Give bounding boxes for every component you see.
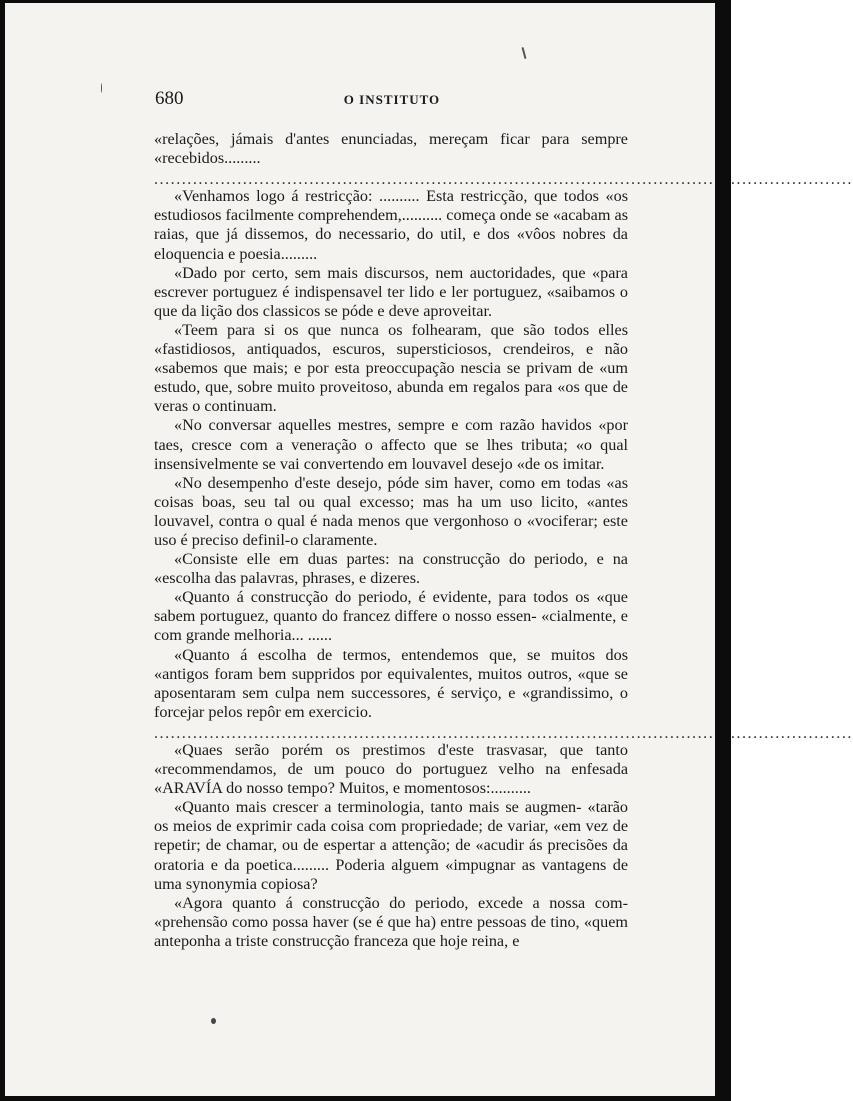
paragraph: «Quaes serão porém os prestimos d'este trasvasar, que tanto «recommendamos, de um pouco do portuguez velho na enfesada «ARAVÍA do nosso tempo? Muitos, e momentosos:.......... xyxy=(154,741,628,798)
ink-speck xyxy=(521,47,526,59)
paragraph: «No conversar aquelles mestres, sempre e com razão havidos «por taes, cresce com a veneração o affecto que se lhes tributa; «o qual insensivelmente se vai convertendo em louvavel desejo «de os imitar. xyxy=(154,416,628,473)
ink-speck xyxy=(211,1018,216,1024)
paragraph: «No desempenho d'este desejo, póde sim haver, como em todas «as coisas boas, seu tal ou qual excesso; mas ha um uso licito, «antes louvavel, contra o qual é nada menos que vergonhoso o «vociferar; este uso é preciso definil-o claramente. xyxy=(154,473,628,549)
paragraph: «Quanto á construcção do periodo, é evidente, para todos os «que sabem portuguez, quanto do francez differe o nosso essen- «cialmente, e com grande melhoria... ...... xyxy=(154,588,628,645)
paragraph: «Venhamos logo á restricção: .......... Esta restricção, que todos «os estudiosos facilmente comprehendem,.......... começa onde se «acabam as raias, que já dissemos, do necessario, do util, e dos «vôos nobres da eloquencia e poesia......... xyxy=(154,187,628,263)
paragraph: «Dado por certo, sem mais discursos, nem auctoridades, que «para escrever portuguez é indispensavel ter lido e ler portuguez, «saibamos o que da lição dos classicos se póde e deve aproveitar. xyxy=(154,263,628,320)
paragraph: «Agora quanto á construcção do periodo, excede a nossa com- «prehensão como possa haver (se é que ha) entre pessoas de tino, «quem anteponha a triste construcção franceza que hoje reina, e xyxy=(154,893,628,950)
dot-leader: .............................................................................................................................. xyxy=(154,170,853,189)
ink-speck xyxy=(101,83,102,93)
paragraph: «Teem para si os que nunca os folhearam, que são todos elles «fastidiosos, antiquados, escuros, supersticiosos, crendeiros, e não «sabemos que mais; e por esta preoccupação nescia se privam de «um estudo, que, sobre muito proveitoso, abunda em regalos para «os que de veras o continuam. xyxy=(154,320,628,416)
page-number: 680 xyxy=(155,88,184,109)
paragraph: «Consiste elle em duas partes: na construcção do periodo, e na «escolha das palavras, phrases, e dizeres. xyxy=(154,550,628,588)
paragraph: «Quanto á escolha de termos, entendemos que, se muitos dos «antigos foram bem suppridos por equivalentes, muitos outros, «que se aposentaram sem culpa nem successores, é serviço, e «grandissimo, o forcejar pelos repôr em exercicio. xyxy=(154,645,628,721)
paragraph: «Quanto mais crescer a terminologia, tanto mais se augmen- «tarão os meios de exprimir cada coisa com propriedade; de variar, «em vez de repetir; de chamar, ou de espertar a attenção; de «acudir ás precisões da oratoria e da poetica......... Poderia alguem «impugnar as vantagens de uma synonymia copiosa? xyxy=(154,798,628,893)
body-text xyxy=(154,130,853,951)
dot-leader: .............................................................................................................................. xyxy=(154,723,853,742)
running-title: O INSTITUTO xyxy=(343,92,441,107)
paragraph: «relações, jámais d'antes enunciadas, mereçam ficar para sempre «recebidos......... xyxy=(154,130,628,168)
